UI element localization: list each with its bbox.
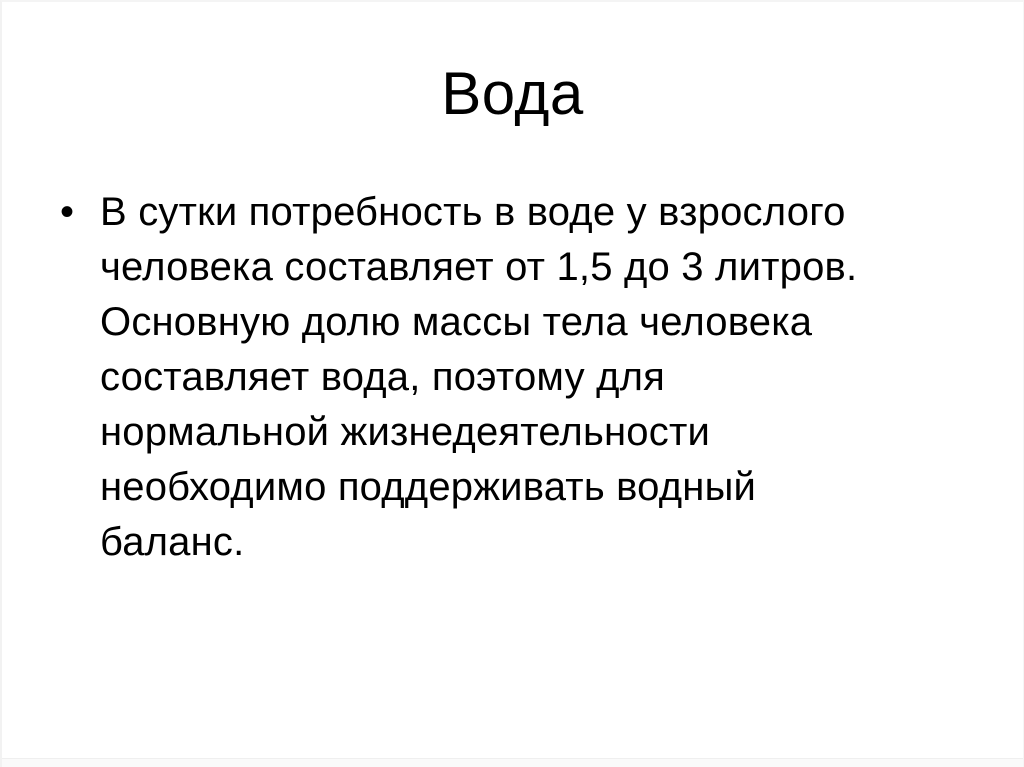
text-line: Основную долю массы тела человека [100,300,813,344]
bullet-text [100,185,978,570]
text-line: баланс. [100,520,245,564]
text-line: составляет вода, поэтому для [100,355,666,399]
text-line: нормальной жизнедеятельности [100,410,711,454]
bullet-item [58,185,978,570]
bullet-marker: • [60,190,75,234]
slide-bottom-edge [2,758,1023,767]
text-line: необходимо поддерживать водный [100,465,757,509]
text-line: человека составляет от 1,5 до 3 литров. [100,245,858,289]
slide-title: Вода [441,60,584,127]
text-line: В сутки потребность в воде у взрослого [100,190,846,234]
